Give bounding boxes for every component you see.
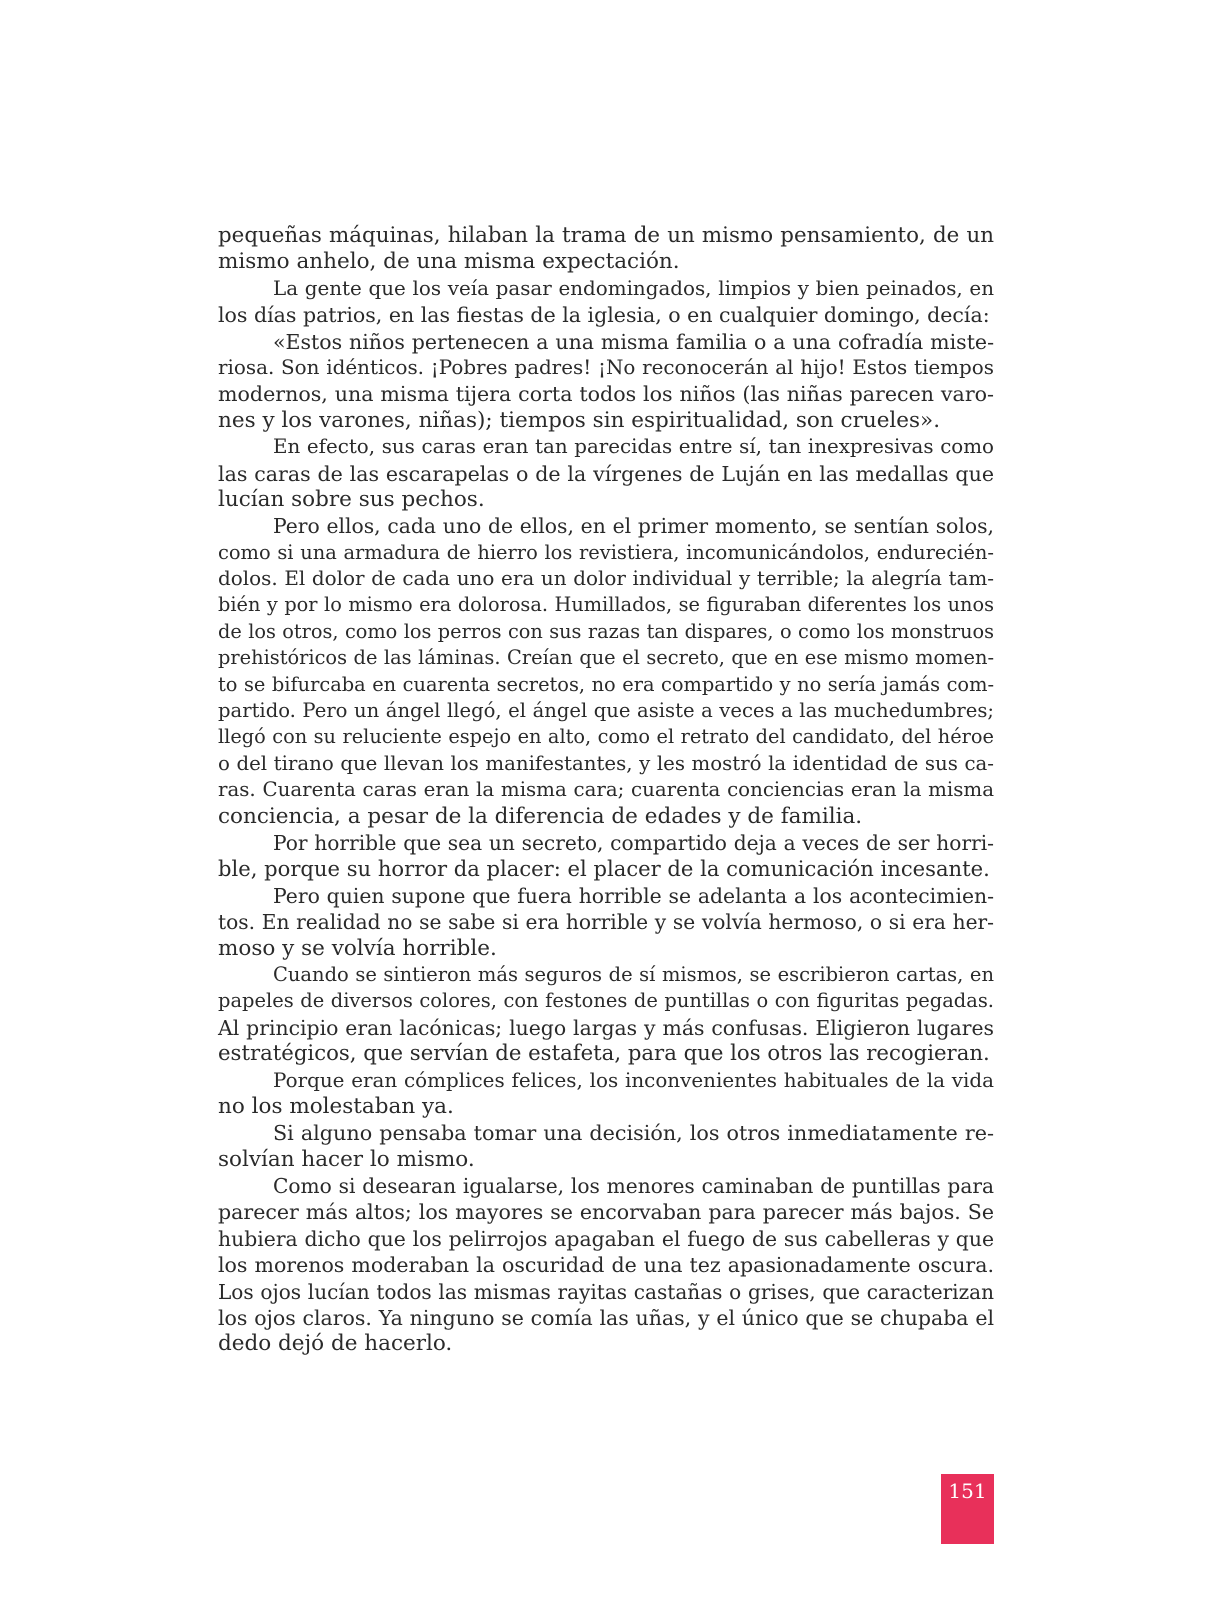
text-line: Pero ellos, cada uno de ellos, en el primer momento, se sentían solos, [273,514,994,539]
text-line: Al principio eran lacónicas; luego largas y más confusas. Eligieron lugares [218,1015,994,1040]
text-line: Como si desearan igualarse, los menores caminaban de puntillas para [273,1174,994,1199]
text-line: Si alguno pensaba tomar una decisión, los otros inmediatamente re- [273,1121,994,1146]
body-text [218,223,994,1358]
page-number-badge [941,1474,994,1544]
text-line: los ojos claros. Ya ninguno se comía las uñas, y el único que se chupaba el [218,1306,994,1331]
text-line: parecer más altos; los mayores se encorvaban para parecer más bajos. Se [218,1200,994,1225]
text-line: Porque eran cómplices felices, los inconvenientes habituales de la vida [273,1068,994,1092]
text-line: hubiera dicho que los pelirrojos apagaban el fuego de sus cabelleras y que [218,1226,994,1251]
text-line: no los molestaban ya. [218,1093,454,1119]
text-line: riosa. Son idénticos. ¡Pobres padres! ¡No reconocerán al hijo! Estos tiempos [218,355,994,379]
text-line: papeles de diversos colores, con festones de puntillas o con figuritas pegadas. [218,989,994,1013]
text-line: Cuando se sintieron más seguros de sí mismos, se escribieron cartas, en [273,962,994,986]
text-line: conciencia, a pesar de la diferencia de edades y de familia. [218,803,863,829]
text-line: En efecto, sus caras eran tan parecidas entre sí, tan inexpresivas como [273,435,994,459]
text-line: ble, porque su horror da placer: el placer de la comunicación incesante. [218,856,990,882]
text-line: mismo anhelo, de una misma expectación. [218,249,680,275]
text-line: dolos. El dolor de cada uno era un dolor individual y terrible; la alegría tam- [218,567,994,591]
text-line: Por horrible que sea un secreto, compartido deja a veces de ser horri- [273,830,994,855]
text-line: solvían hacer lo mismo. [218,1146,475,1172]
text-line: lucían sobre sus pechos. [218,486,485,512]
text-line: Pero quien supone que fuera horrible se adelanta a los acontecimien- [273,883,994,908]
text-line: to se bifurcaba en cuarenta secretos, no era compartido y no sería jamás com- [218,672,994,696]
text-line: las caras de las escarapelas o de la vírgenes de Luján en las medallas que [218,461,994,486]
text-line: moso y se volvía horrible. [218,935,497,961]
text-line: pequeñas máquinas, hilaban la trama de un mismo pensamiento, de un [218,223,994,248]
text-line: llegó con su reluciente espejo en alto, como el retrato del candidato, del héroe [218,725,994,749]
text-line: como si una armadura de hierro los revistiera, incomunicándolos, endurecién- [218,540,994,564]
text-line: ras. Cuarenta caras eran la misma cara; cuarenta conciencias eran la misma [218,778,994,802]
text-line: prehistóricos de las láminas. Creían que el secreto, que en ese mismo momen- [218,646,994,670]
text-line: nes y los varones, niñas); tiempos sin espiritualidad, son crueles». [218,407,941,433]
text-line: dedo dejó de hacerlo. [218,1331,453,1357]
page-number: 151 [948,1479,987,1503]
text-line: de los otros, como los perros con sus razas tan dispares, o como los monstruos [218,619,994,643]
text-line: los días patrios, en las fiestas de la iglesia, o en cualquier domingo, decía: [218,303,990,328]
text-line: partido. Pero un ángel llegó, el ángel que asiste a veces a las muchedumbres; [218,699,994,723]
text-line: La gente que los veía pasar endomingados, limpios y bien peinados, en [273,276,994,300]
text-line: estratégicos, que servían de estafeta, para que los otros las recogieran. [218,1041,990,1067]
text-line: bién y por lo mismo era dolorosa. Humillados, se figuraban diferentes los unos [218,593,994,617]
text-line: «Estos niños pertenecen a una misma familia o a una cofradía miste- [273,329,994,354]
text-line: Los ojos lucían todos las mismas rayitas castañas o grises, que caracterizan [218,1279,994,1304]
text-line: modernos, una misma tijera corta todos los niños (las niñas parecen varo- [218,382,994,407]
text-line: o del tirano que llevan los manifestantes, y les mostró la identidad de sus ca- [218,751,994,775]
text-line: tos. En realidad no se sabe si era horrible y se volvía hermoso, o si era her- [218,910,994,935]
text-line: los morenos moderaban la oscuridad de una tez apasionadamente oscura. [218,1253,994,1278]
